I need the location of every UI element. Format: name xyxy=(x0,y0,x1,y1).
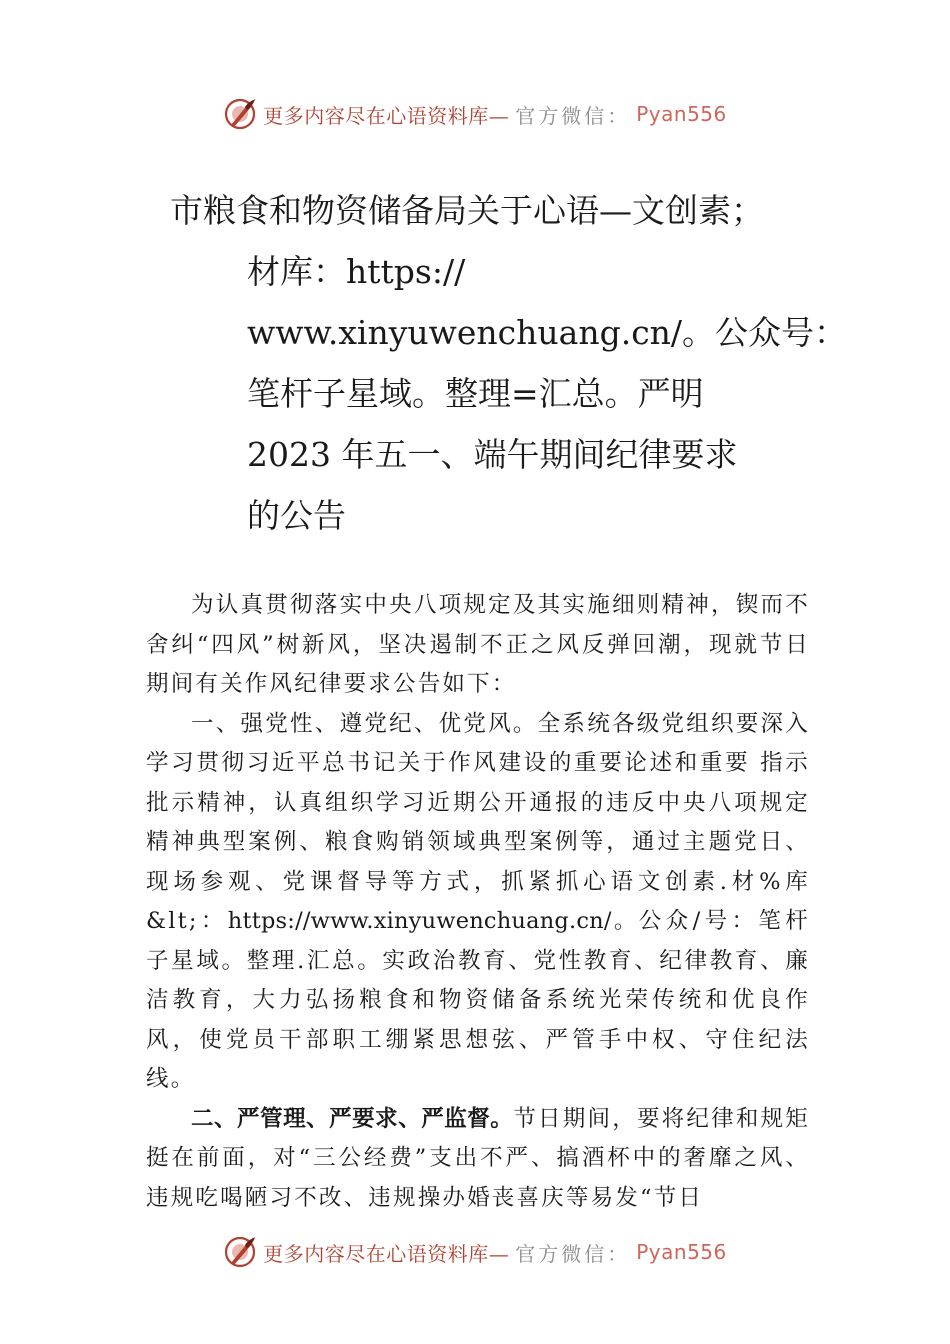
section-1-text-a: 一、强党性、遵党纪、优党风。全系统各级党组织要深入学习贯彻习近平总书记关于作风建设的重要论述和重要 指示批示精神，认真组织学习近期公开通报的违反中央八项规定精神典型案例、粮食购销领域典型案例等，通过主题党日、现场参观、党课督导等方式，抓紧抓心语文创素.材%库&lt;： xyxy=(146,710,810,934)
watermark-wechat-label: 官方微信： xyxy=(515,1241,631,1266)
watermark-banner-bottom xyxy=(0,1232,950,1272)
title-line-4: 笔杆子星域。整理=汇总。严明 xyxy=(247,374,704,413)
paragraph-intro: 为认真贯彻落实中央八项规定及其实施细则精神，锲而不舍纠“四风”树新风，坚决遏制不正之风反弹回潮，现就节日期间有关作风纪律要求公告如下： xyxy=(146,592,810,697)
title-line-5: 2023 年五一、端午期间纪律要求 xyxy=(247,435,738,474)
title-line-6: 的公告 xyxy=(247,496,346,535)
quill-seal-icon xyxy=(223,97,257,131)
quill-seal-icon xyxy=(223,1235,257,1269)
watermark-text: 更多内容尽在心语资料库— xyxy=(263,103,510,128)
title-line-2: 材库：https:// xyxy=(247,252,466,291)
watermark-wechat-label: 官方微信： xyxy=(515,103,631,128)
title-line-1: 市粮食和物资储备局关于心语—文创素； xyxy=(170,191,764,230)
section-2-heading: 二、严管理、严要求、严监督。 xyxy=(191,1105,514,1132)
title-line-3: www.xinyuwenchuang.cn/。公众号： xyxy=(247,313,848,352)
document-body xyxy=(146,586,810,1218)
watermark-text: 更多内容尽在心语资料库— xyxy=(263,1241,510,1266)
watermark-wechat-id: Pyan556 xyxy=(636,1240,727,1264)
section-1-url: https://www.xinyuwenchuang.cn/。 xyxy=(227,908,639,934)
section-2-text: 节日期间，要将纪律和规矩挺在前面，对“三公经费”支出不严、搞酒杯中的奢靡之风、违规吃喝陋习不改、违规操办婚丧喜庆等易发“节日 xyxy=(146,1105,810,1211)
paragraph-section-2 xyxy=(146,1100,810,1219)
paragraph-section-1 xyxy=(146,705,810,1100)
watermark-banner-top xyxy=(0,94,950,134)
document-title xyxy=(0,180,950,546)
section-1-text-b: 公众/号：笔杆子星域。整理.汇总。实政治教育、党性教育、纪律教育、廉洁教育，大力弘扬粮食和物资储备系统光荣传统和优良作风，使党员干部职工绷紧思想弦、严管手中权、守住纪法线。 xyxy=(146,908,810,1092)
watermark-wechat-id: Pyan556 xyxy=(636,102,727,126)
